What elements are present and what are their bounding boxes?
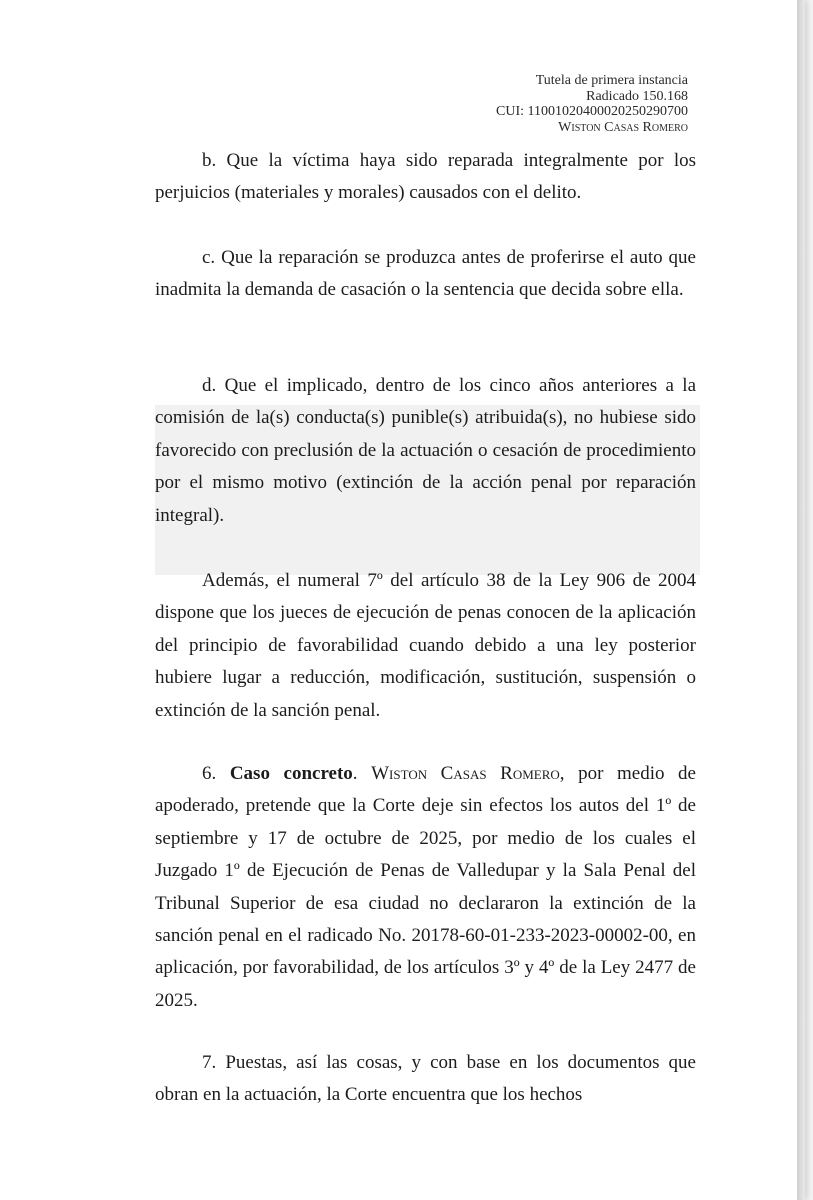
- header-radicado: Radicado 150.168: [586, 88, 688, 104]
- page-edge-shadow: [797, 0, 805, 1200]
- header-party-name: Wiston Casas Romero: [558, 119, 688, 135]
- paragraph-b-block: [155, 145, 696, 210]
- paragraph-6-title-end: .: [352, 763, 358, 784]
- paragraph-6-party-name: Wiston Casas Romero: [371, 763, 560, 784]
- paragraph-ademas: Además, el numeral 7º del artículo 38 de la Ley 906 de 2004 dispone que los jueces de ejecución de penas conocen de la aplicación del principio de favorabilidad cuando debido a una ley posterior hubiere lugar a reducción, modificación, sustitución, suspensión o extinción de la sanción penal.: [155, 570, 696, 721]
- paragraph-6: [155, 758, 696, 1017]
- paragraph-ademas-block: [155, 565, 696, 727]
- paragraph-6-number: 6.: [202, 763, 217, 784]
- paragraph-c: c. Que la reparación se produzca antes de proferirse el auto que inadmita la demanda de casación o la sentencia que decida sobre ella.: [155, 247, 696, 301]
- paragraph-6-block: [155, 758, 696, 1017]
- page-header: [496, 73, 688, 135]
- paragraph-c-block: [155, 242, 696, 307]
- paragraph-7: 7. Puestas, así las cosas, y con base en los documentos que obran en la actuación, la Corte encuentra que los hechos: [155, 1052, 696, 1106]
- paragraph-d-block: [155, 370, 696, 532]
- header-case-type: Tutela de primera instancia: [535, 73, 688, 88]
- header-cui: CUI: 11001020400020250290700: [496, 104, 688, 119]
- paragraph-7-block: [155, 1047, 696, 1112]
- paragraph-d: d. Que el implicado, dentro de los cinco años anteriores a la comisión de la(s) conducta(s) punible(s) atribuida(s), no hubiese sido favorecido con preclusión de la actuación o cesación de procedimiento por el mismo motivo (extinción de la acción penal por reparación integral).: [155, 375, 696, 526]
- paragraph-b: b. Que la víctima haya sido reparada integralmente por los perjuicios (materiales y morales) causados con el delito.: [155, 150, 696, 204]
- paragraph-6-title: Caso concreto: [229, 763, 353, 784]
- paragraph-6-text: , por medio de apoderado, pretende que la Corte deje sin efectos los autos del 1º de septiembre y 17 de octubre de 2025, por medio de los cuales el Juzgado 1º de Ejecución de Penas de Valledupar y la Sala Penal del Tribunal Superior de esa ciudad no declararon la extinción de la sanción penal en el radicado No. 20178-60-01-233-2023-00002-00, en aplicación, por favorabilidad, de los artículos 3º y 4º de la Ley 2477 de 2025.: [155, 763, 696, 1011]
